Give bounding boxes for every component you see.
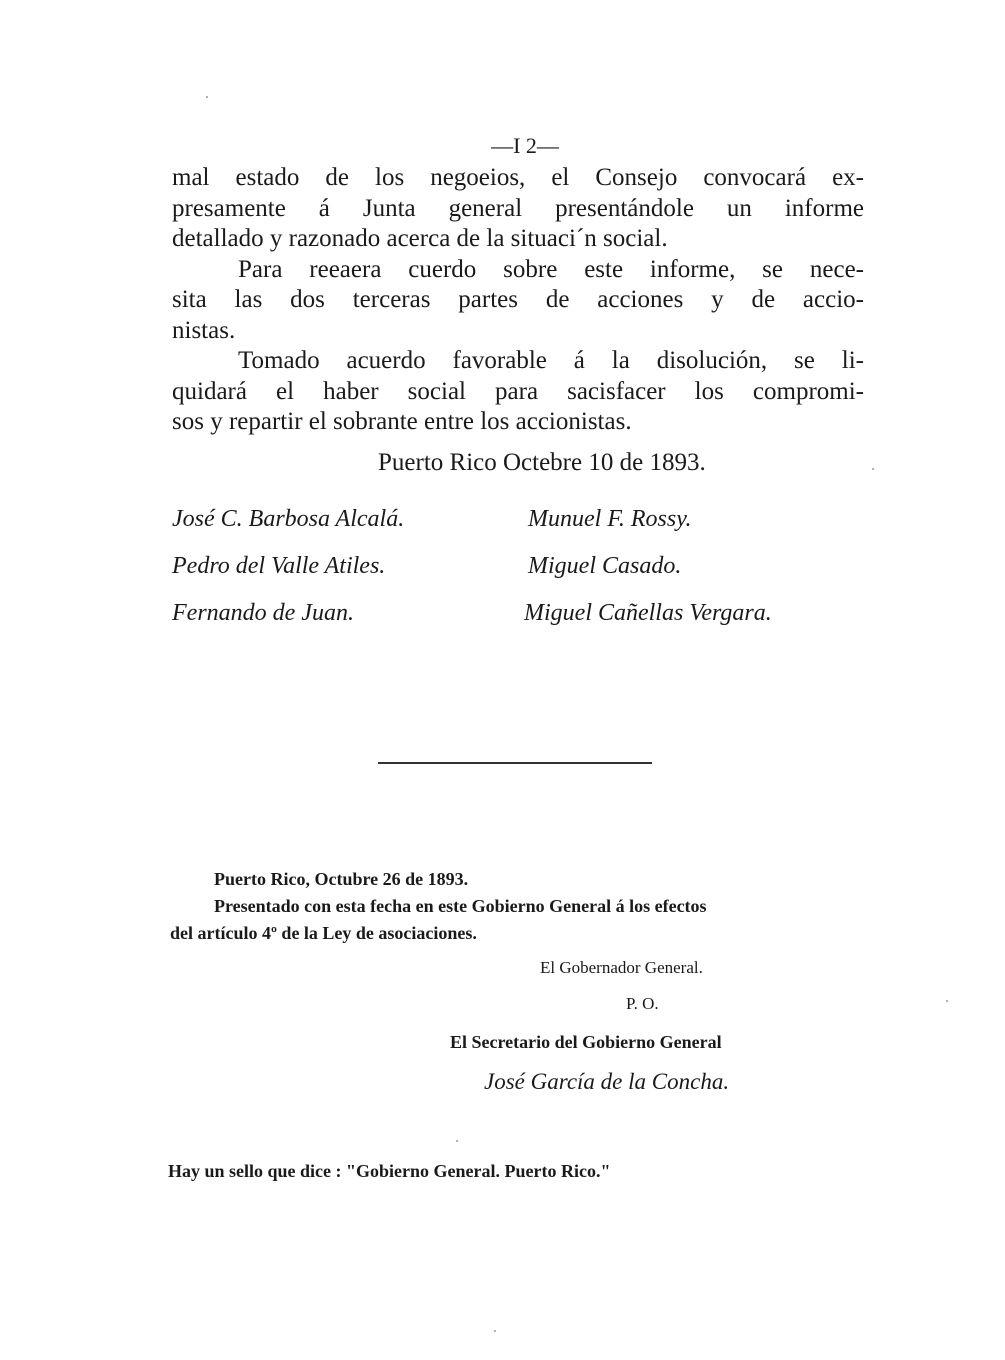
scan-speck [872, 468, 874, 470]
text-line: sos y repartir el sobrante entre los accionistas. [172, 408, 632, 435]
signature-right-2: Miguel Casado. [528, 553, 682, 579]
paragraph-2 [172, 255, 864, 347]
text-line: Tomado acuerdo favorable á la disolución, se li- [238, 347, 864, 374]
text-line: presamente á Junta general presentándole un informe [172, 194, 864, 222]
text-line: mal estado de los negoeios, el Consejo convocará ex- [172, 164, 864, 191]
scan-speck [946, 1000, 948, 1002]
signature-right-3: Miguel Cañellas Vergara. [524, 600, 772, 626]
dateline: Puerto Rico Octebre 10 de 1893. [378, 449, 706, 476]
text-line: sita las dos terceras partes de acciones y de accio- [172, 286, 864, 313]
notice-line-1: Presentado con esta fecha en este Gobierno General á los efectos [214, 896, 707, 916]
notice-line-2: del artículo 4º de la Ley de asociaciones. [170, 923, 477, 943]
body-text [172, 163, 864, 438]
paragraph-3 [172, 346, 864, 438]
paragraph-1 [172, 163, 864, 255]
signature-left-2: Pedro del Valle Atiles. [172, 553, 386, 579]
scan-speck [494, 1330, 496, 1332]
scan-speck [456, 1140, 458, 1142]
section-divider [378, 762, 652, 764]
text-line: quidará el haber social para sacisfacer los compromi- [172, 377, 864, 405]
text-line: detallado y razonado acerca de la situaci´n social. [172, 225, 668, 252]
scan-speck [206, 96, 208, 98]
notice-secretary: El Secretario del Gobierno General [450, 1032, 722, 1052]
text-line: nistas. [172, 316, 236, 344]
text-line: Para reeaera cuerdo sobre este informe, se nece- [238, 255, 864, 283]
notice-po: P. O. [626, 994, 659, 1013]
signature-right-1: Munuel F. Rossy. [528, 506, 692, 532]
seal-note: Hay un sello que dice : "Gobierno General. Puerto Rico." [168, 1161, 611, 1181]
signature-left-1: José C. Barbosa Alcalá. [172, 506, 405, 532]
page-number: —I 2— [491, 133, 559, 158]
notice-date: Puerto Rico, Octubre 26 de 1893. [214, 869, 469, 889]
notice-governor: El Gobernador General. [540, 958, 703, 977]
signature-left-3: Fernando de Juan. [172, 600, 354, 626]
secretary-signature: José García de la Concha. [484, 1069, 730, 1094]
